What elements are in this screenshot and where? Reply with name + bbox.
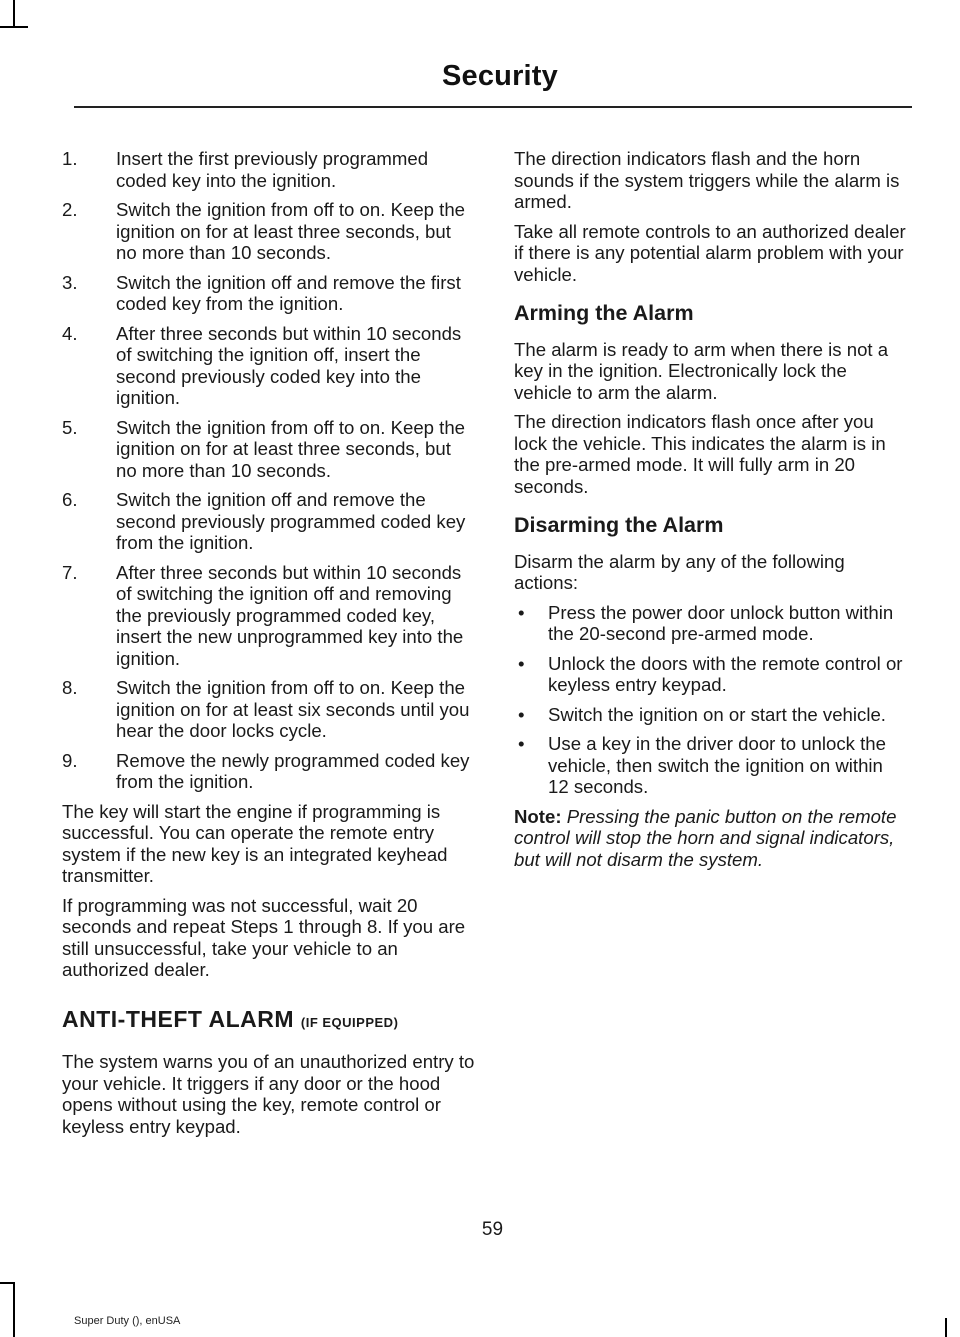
crop-mark-bottom-right-v (945, 1318, 947, 1337)
crop-mark-bottom-left-v (13, 1282, 15, 1337)
paragraph-success: The key will start the engine if programming is successful. You can operate the remote entry system if the new key is an integrated keyhead transmitter. (62, 800, 448, 886)
page-title: Security (441, 60, 558, 92)
title-rule (74, 106, 912, 108)
paragraph-arming-1: The alarm is ready to arm when there is not a key in the ignition. Electronically lock the vehicle to arm the alarm. (514, 338, 889, 403)
paragraph-flash: The direction indicators flash and the horn sounds if the system triggers while the alarm is armed. (514, 148, 900, 212)
document-info: Super Duty (), enUSA (74, 1315, 181, 1327)
note-label: Note: (514, 805, 562, 827)
paragraph-disarming-intro: Disarm the alarm by any of the following actions: (514, 550, 845, 593)
step-text: Switch the ignition off and remove the first coded key from the ignition. (116, 271, 461, 314)
step-item: 8. Switch the ignition from off to on. Keep the ignition on for at least six seconds until you hear the door locks cycle. (62, 677, 470, 741)
list-item: • Switch the ignition on or start the vehicle. (518, 703, 886, 725)
left-column (62, 148, 476, 1145)
note-text: Pressing the panic button on the remote control will stop the horn and signal indicators, but will not disarm the system. (514, 805, 897, 870)
programming-steps (62, 148, 476, 793)
bullet-icon: • (518, 733, 525, 754)
step-item: 4. After three seconds but within 10 seconds of switching the ignition off, insert the second previously coded key into the ignition. (62, 322, 462, 408)
page-number: 59 (481, 1219, 504, 1240)
step-text: After three seconds but within 10 seconds of switching the ignition off and removing the previously programmed coded key, insert the new unprogrammed key into the ignition. (116, 561, 464, 669)
section-heading-anti-theft: ANTI-THEFT ALARM (IF EQUIPPED) (62, 1005, 399, 1032)
step-text: After three seconds but within 10 seconds of switching the ignition off, insert the second previously coded key into the ignition. (116, 322, 462, 408)
step-text: Switch the ignition off and remove the second previously programmed coded key from the ignition. (116, 489, 466, 553)
right-column (514, 148, 908, 878)
step-item: 2. Switch the ignition from off to on. Keep the ignition on for at least three seconds, but no more than 10 seconds. (62, 199, 466, 263)
crop-mark-top-left-h (0, 26, 28, 28)
crop-mark-bottom-left-h (0, 1282, 15, 1284)
paragraph-fail: If programming was not successful, wait 20 seconds and repeat Steps 1 through 8. If you are still unsuccessful, take your vehicle to an authorized dealer. (62, 894, 466, 980)
step-item: 7. After three seconds but within 10 seconds of switching the ignition off and removing the previously programmed coded key, insert the new unprogrammed key into the ignition. (62, 561, 464, 669)
heading-suffix: (IF EQUIPPED) (300, 1014, 399, 1030)
bullet-icon: • (518, 601, 525, 623)
subheading-disarming: Disarming the Alarm (514, 513, 724, 537)
note (514, 806, 908, 871)
paragraph-alarm-intro: The system warns you of an unauthorized entry to your vehicle. It triggers if any door or the hood opens without using the key, remote control or keyless entry keypad. (62, 1051, 475, 1137)
step-item: 5. Switch the ignition from off to on. Keep the ignition on for at least three seconds, but no more than 10 seconds. (62, 416, 466, 481)
bullet-icon: • (518, 703, 525, 725)
step-item: 6. Switch the ignition off and remove the second previously programmed coded key from the ignition. (62, 489, 466, 553)
step-item: 1. Insert the first previously programmed coded key into the ignition. (62, 148, 429, 191)
step-text: Switch the ignition from off to on. Keep the ignition on for at least three seconds, but no more than 10 seconds. (116, 416, 466, 481)
paragraph-dealer: Take all remote controls to an authorized dealer if there is any potential alarm problem with your vehicle. (514, 220, 906, 285)
step-text: Insert the first previously programmed coded key into the ignition. (116, 148, 429, 191)
step-item: 9. Remove the newly programmed coded key from the ignition. (62, 749, 470, 792)
bullet-icon: • (518, 652, 525, 674)
list-item: • Use a key in the driver door to unlock the vehicle, then switch the ignition on within 12 seconds. (518, 733, 886, 797)
paragraph-arming-2: The direction indicators flash once after you lock the vehicle. This indicates the alarm is in the pre-armed mode. It will fully arm in 20 seconds. (514, 411, 886, 497)
step-item: 3. Switch the ignition off and remove the first coded key from the ignition. (62, 271, 461, 314)
crop-mark-top-left-v (13, 0, 15, 28)
step-text: Switch the ignition from off to on. Keep the ignition on for at least three seconds, but no more than 10 seconds. (116, 199, 466, 263)
subheading-arming: Arming the Alarm (514, 301, 694, 325)
list-item: • Unlock the doors with the remote control or keyless entry keypad. (518, 652, 903, 695)
step-text: Remove the newly programmed coded key from the ignition. (116, 749, 470, 792)
list-item: • Press the power door unlock button within the 20-second pre-armed mode. (518, 601, 894, 644)
disarm-actions-list (514, 602, 908, 798)
step-text: Switch the ignition from off to on. Keep the ignition on for at least six seconds until you hear the door locks cycle. (116, 677, 470, 741)
